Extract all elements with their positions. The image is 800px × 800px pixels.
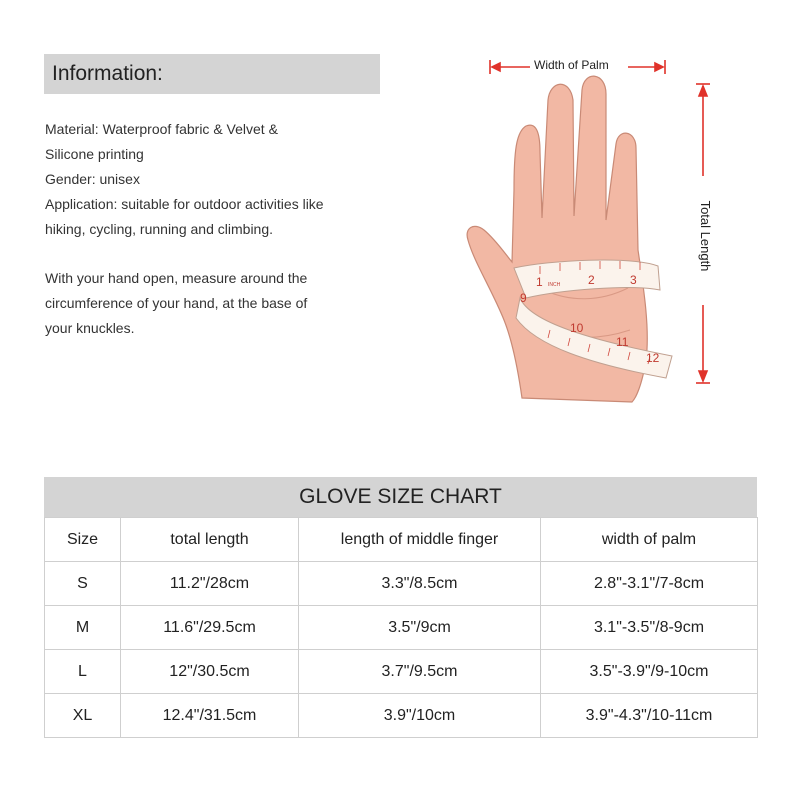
- tape-number: 11: [616, 335, 629, 349]
- column-header: length of middle finger: [299, 518, 541, 562]
- middle-finger-cell: 3.5"/9cm: [299, 606, 541, 650]
- size-cell: M: [45, 606, 121, 650]
- info-line-application: Application: suitable for outdoor activities like: [45, 196, 324, 212]
- size-cell: L: [45, 650, 121, 694]
- info-line-material-cont: Silicone printing: [45, 146, 144, 162]
- middle-finger-cell: 3.3"/8.5cm: [299, 562, 541, 606]
- tape-unit: INCH: [548, 282, 561, 288]
- table-row: [45, 562, 758, 606]
- info-line-gender: Gender: unisex: [45, 171, 140, 187]
- palm-width-cell: 2.8"-3.1"/7-8cm: [541, 562, 758, 606]
- tape-number: 1: [536, 275, 543, 289]
- middle-finger-cell: 3.9"/10cm: [299, 694, 541, 738]
- hand-illustration: [440, 40, 740, 430]
- measure-instructions: [45, 266, 395, 341]
- middle-finger-cell: 3.7"/9.5cm: [299, 650, 541, 694]
- info-line-application-cont: hiking, cycling, running and climbing.: [45, 221, 274, 237]
- size-chart-title: GLOVE SIZE CHART: [44, 477, 757, 517]
- table-row: [45, 650, 758, 694]
- palm-width-cell: 3.1"-3.5"/8-9cm: [541, 606, 758, 650]
- size-chart-table: [44, 517, 758, 738]
- tape-number: 12: [646, 351, 660, 365]
- total-length-cell: 12.4"/31.5cm: [121, 694, 299, 738]
- total-length-cell: 11.2"/28cm: [121, 562, 299, 606]
- size-cell: S: [45, 562, 121, 606]
- information-text: [45, 117, 395, 242]
- tape-number: 3: [630, 273, 637, 287]
- palm-width-cell: 3.9"-4.3"/10-11cm: [541, 694, 758, 738]
- table-row: [45, 694, 758, 738]
- total-length-cell: 12"/30.5cm: [121, 650, 299, 694]
- tape-number: 9: [520, 291, 527, 305]
- measure-line: circumference of your hand, at the base of: [45, 295, 308, 311]
- total-length-label: Total Length: [697, 176, 713, 296]
- information-header: Information:: [44, 54, 380, 94]
- total-length-cell: 11.6"/29.5cm: [121, 606, 299, 650]
- palm-width-cell: 3.5"-3.9"/9-10cm: [541, 650, 758, 694]
- measure-line: your knuckles.: [45, 320, 135, 336]
- table-row: [45, 606, 758, 650]
- column-header: Size: [45, 518, 121, 562]
- measure-line: With your hand open, measure around the: [45, 270, 308, 286]
- tape-number: 10: [570, 321, 584, 335]
- hand-measurement-illustration: [440, 40, 740, 430]
- size-cell: XL: [45, 694, 121, 738]
- width-of-palm-label: Width of Palm: [530, 57, 613, 73]
- tape-number: 2: [588, 273, 595, 287]
- column-header: total length: [121, 518, 299, 562]
- column-header: width of palm: [541, 518, 758, 562]
- info-line-material: Material: Waterproof fabric & Velvet &: [45, 121, 278, 137]
- table-header-row: [45, 518, 758, 562]
